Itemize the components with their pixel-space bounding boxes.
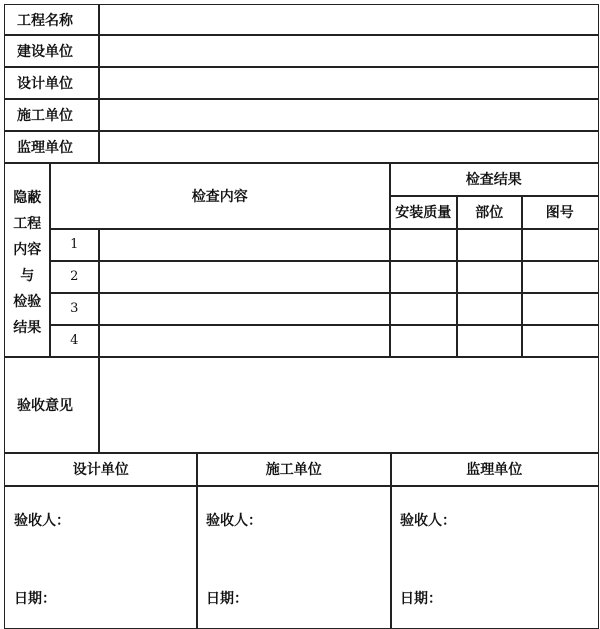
item-content-field[interactable] (98, 324, 391, 358)
item-result-field[interactable] (521, 324, 599, 358)
result-col-header: 安装质量 (389, 195, 458, 230)
item-result-field[interactable] (456, 228, 523, 262)
item-number: 2 (49, 260, 100, 294)
signature-unit-header: 设计单位 (4, 452, 198, 487)
item-content-field[interactable] (98, 228, 391, 262)
item-result-field[interactable] (456, 260, 523, 294)
info-value-field[interactable] (98, 34, 599, 68)
opinion-field[interactable] (98, 356, 599, 454)
item-result-field[interactable] (389, 292, 458, 326)
signature-inspector-label: 验收人： (14, 513, 70, 529)
info-value-field[interactable] (98, 4, 599, 36)
signature-inspector-label: 验收人： (206, 513, 262, 529)
opinion-label: 验收意见 (4, 356, 100, 454)
item-number: 3 (49, 292, 100, 326)
item-result-field[interactable] (389, 324, 458, 358)
info-label: 工程名称 (4, 4, 100, 36)
signature-unit-header: 监理单位 (390, 452, 599, 487)
info-value-field[interactable] (98, 66, 599, 100)
result-col-header: 部位 (456, 195, 523, 230)
side-label-line: 隐蔽 (13, 190, 42, 206)
item-content-field[interactable] (98, 292, 391, 326)
signature-unit-header: 施工单位 (196, 452, 392, 487)
item-number: 1 (49, 228, 100, 262)
info-label: 监理单位 (4, 130, 100, 164)
item-content-field[interactable] (98, 260, 391, 294)
signature-inspector-label: 验收人： (400, 513, 456, 529)
item-result-field[interactable] (521, 292, 599, 326)
item-result-field[interactable] (456, 324, 523, 358)
info-label: 建设单位 (4, 34, 100, 68)
item-result-field[interactable] (521, 228, 599, 262)
side-label-line: 与 (20, 268, 35, 284)
signature-date-label: 日期： (14, 591, 56, 607)
info-value-field[interactable] (98, 98, 599, 132)
item-result-field[interactable] (389, 260, 458, 294)
item-result-field[interactable] (521, 260, 599, 294)
content-header: 检查内容 (49, 162, 391, 230)
signature-date-label: 日期： (206, 591, 248, 607)
side-label-line: 工程 (13, 216, 42, 232)
item-number: 4 (49, 324, 100, 358)
item-result-field[interactable] (389, 228, 458, 262)
result-header: 检查结果 (389, 162, 599, 197)
signature-date-label: 日期： (400, 591, 442, 607)
side-label (4, 162, 51, 358)
side-label-line: 内容 (13, 242, 42, 258)
info-label: 施工单位 (4, 98, 100, 132)
side-label-line: 结果 (13, 320, 42, 336)
result-col-header: 图号 (521, 195, 599, 230)
info-label: 设计单位 (4, 66, 100, 100)
info-value-field[interactable] (98, 130, 599, 164)
item-result-field[interactable] (456, 292, 523, 326)
side-label-line: 检验 (13, 294, 42, 310)
